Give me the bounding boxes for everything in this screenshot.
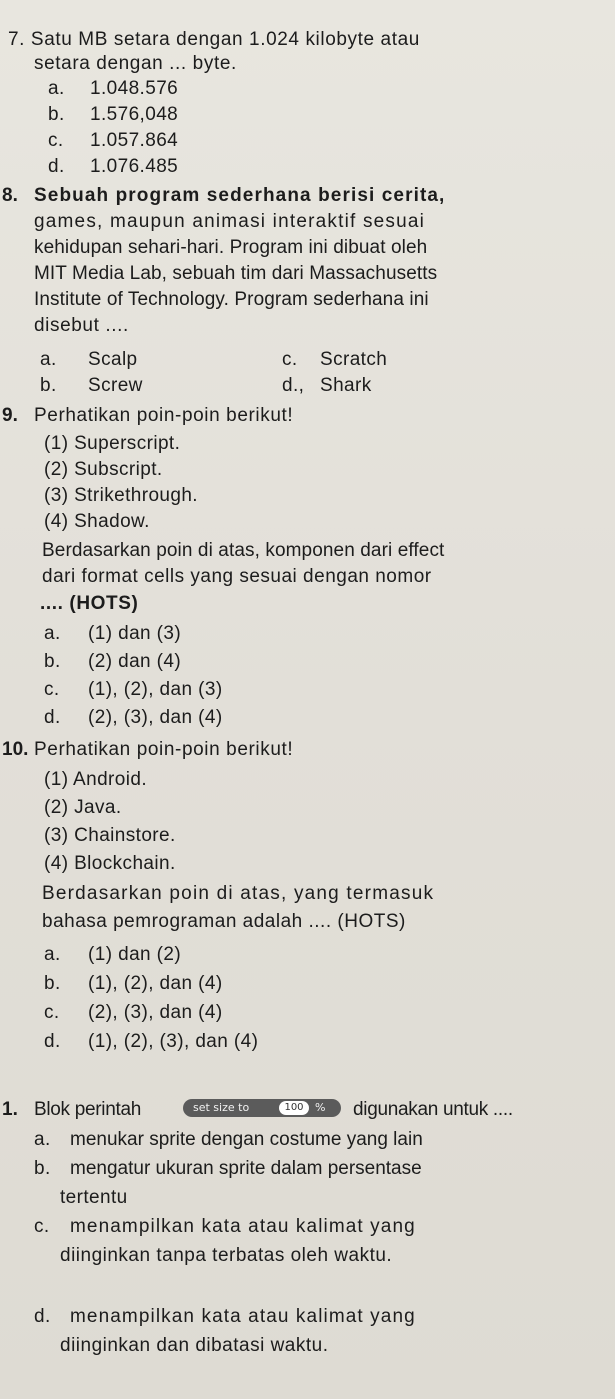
q11-option-c-text-line-2: diinginkan tanpa terbatas oleh waktu. <box>60 1245 393 1266</box>
q9-option-a-text: (1) dan (3) <box>88 623 182 644</box>
q10-option-c-text: (2), (3), dan (4) <box>88 1002 223 1023</box>
q10-point-4: (4) Blockchain. <box>44 853 176 874</box>
q9-option-c-text: (1), (2), dan (3) <box>88 679 223 700</box>
q11-option-b-text-line-1: mengatur ukuran sprite dalam persentase <box>70 1158 422 1179</box>
q8-option-a-letter: a. <box>40 349 57 370</box>
q8-stem-line-4: MIT Media Lab, sebuah tim dari Massachusetts <box>34 263 438 284</box>
q10-option-a-letter: a. <box>44 944 61 965</box>
q8-option-d-letter: d., <box>282 375 305 396</box>
q11-option-d-text-line-2: diinginkan dan dibatasi waktu. <box>60 1335 329 1356</box>
q8-stem-line-5: Institute of Technology. Program sederhana ini <box>34 289 429 310</box>
q8-option-c-text: Scratch <box>320 349 388 370</box>
q8-option-a-text: Scalp <box>88 349 138 370</box>
set-size-block <box>183 1099 341 1117</box>
q8-option-b-letter: b. <box>40 375 57 396</box>
q8-stem-line-2: games, maupun animasi interaktif sesuai <box>34 211 426 232</box>
q7-option-d-letter: d. <box>48 156 65 177</box>
q10-point-2: (2) Java. <box>44 797 122 818</box>
q11-option-a-text: menukar sprite dengan costume yang lain <box>70 1129 423 1150</box>
q9-option-b-text: (2) dan (4) <box>88 651 182 672</box>
q10-option-a-text: (1) dan (2) <box>88 944 182 965</box>
q11-option-c-letter: c. <box>34 1216 50 1237</box>
q7-option-c-text: 1.057.864 <box>90 130 179 151</box>
q11-option-a-letter: a. <box>34 1129 51 1150</box>
q9-option-a-letter: a. <box>44 623 61 644</box>
q11-option-d-letter: d. <box>34 1306 51 1327</box>
q9-option-b-letter: b. <box>44 651 61 672</box>
set-size-block-value: 100 <box>279 1101 309 1115</box>
q7-stem-line-1: 7. Satu MB setara dengan 1.024 kilobyte atau <box>8 29 420 50</box>
q11-stem-post: digunakan untuk .... <box>353 1099 513 1120</box>
set-size-block-label: set size to <box>193 1101 250 1114</box>
q10-option-d-text: (1), (2), (3), dan (4) <box>88 1031 259 1052</box>
set-size-block-suffix: % <box>315 1101 326 1114</box>
q11-number: 1. <box>2 1099 18 1120</box>
q7-option-b-letter: b. <box>48 104 65 125</box>
q8-option-b-text: Screw <box>88 375 143 396</box>
q10-number: 10. <box>2 739 29 760</box>
q9-option-d-text: (2), (3), dan (4) <box>88 707 223 728</box>
q10-body-line-1: Berdasarkan poin di atas, yang termasuk <box>42 883 435 904</box>
q10-stem: Perhatikan poin-poin berikut! <box>34 739 294 760</box>
q9-point-1: (1) Superscript. <box>44 433 181 454</box>
q8-stem-line-3: kehidupan sehari-hari. Program ini dibuat oleh <box>34 237 428 258</box>
q9-point-2: (2) Subscript. <box>44 459 163 480</box>
q8-stem-line-1: Sebuah program sederhana berisi cerita, <box>34 185 446 206</box>
q11-option-c-text-line-1: menampilkan kata atau kalimat yang <box>70 1216 416 1237</box>
q8-option-c-letter: c. <box>282 349 298 370</box>
q9-option-d-letter: d. <box>44 707 61 728</box>
q10-point-1: (1) Android. <box>44 769 148 790</box>
q7-option-a-letter: a. <box>48 78 65 99</box>
q10-body-line-2: bahasa pemrograman adalah .... (HOTS) <box>42 911 406 932</box>
q11-option-b-letter: b. <box>34 1158 51 1179</box>
q11-option-b-text-line-2: tertentu <box>60 1187 128 1208</box>
q9-body-line-3: .... (HOTS) <box>40 593 139 614</box>
q9-point-3: (3) Strikethrough. <box>44 485 198 506</box>
q8-stem-line-6: disebut .... <box>34 315 129 336</box>
q7-option-a-text: 1.048.576 <box>90 78 179 99</box>
q9-body-line-1: Berdasarkan poin di atas, komponen dari effect <box>42 540 445 561</box>
q10-option-b-letter: b. <box>44 973 61 994</box>
q10-option-c-letter: c. <box>44 1002 60 1023</box>
q11-stem-pre: Blok perintah <box>34 1099 142 1120</box>
q7-option-c-letter: c. <box>48 130 64 151</box>
q7-option-d-text: 1.076.485 <box>90 156 179 177</box>
q10-option-d-letter: d. <box>44 1031 61 1052</box>
q8-option-d-text: Shark <box>320 375 372 396</box>
q7-option-b-text: 1.576,048 <box>90 104 179 125</box>
q9-stem: Perhatikan poin-poin berikut! <box>34 405 294 426</box>
q9-point-4: (4) Shadow. <box>44 511 150 532</box>
q9-body-line-2: dari format cells yang sesuai dengan nomor <box>42 566 432 587</box>
q9-number: 9. <box>2 405 18 426</box>
q10-option-b-text: (1), (2), dan (4) <box>88 973 223 994</box>
q10-point-3: (3) Chainstore. <box>44 825 176 846</box>
q9-option-c-letter: c. <box>44 679 60 700</box>
q8-number: 8. <box>2 185 18 206</box>
q7-stem-line-2: setara dengan ... byte. <box>34 53 237 74</box>
q11-option-d-text-line-1: menampilkan kata atau kalimat yang <box>70 1306 416 1327</box>
